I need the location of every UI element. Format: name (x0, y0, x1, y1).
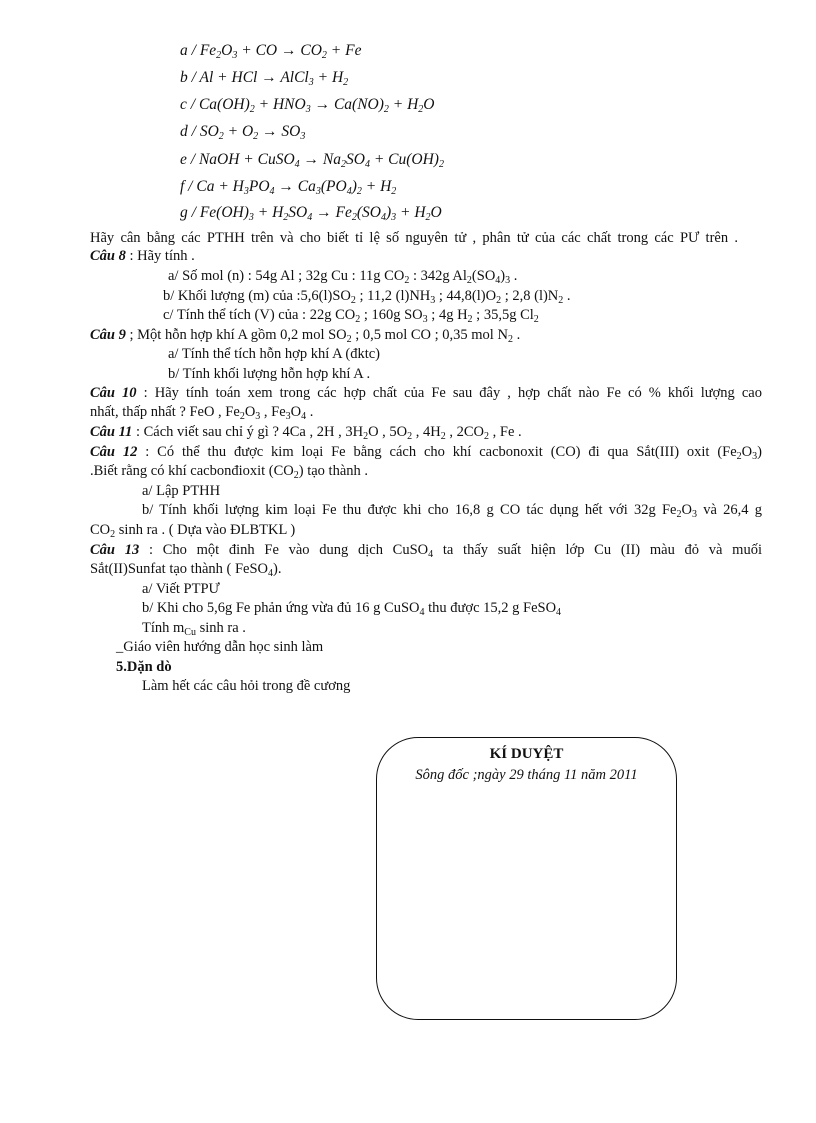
question-12-line2: .Biết rằng có khí cacbonđioxit $(CO_2)$ tạo thành . (90, 463, 369, 481)
question-9-b: b/ Tính khối lượng hỗn hợp khí A . (168, 366, 371, 382)
question-10-line2: nhất, thấp nhất ? FeO , $Fe_2O_3$ , $Fe_3O_4$ . (90, 404, 314, 422)
question-13-title: Câu 13 (90, 542, 140, 558)
question-11-text: : Cách viết sau chỉ ý gì ? 4Ca , 2H , $3H_2O$ , $5O_2$ , $4H_2$ , $2CO_2$ , Fe . (132, 424, 522, 442)
question-13-b: b/ Khi cho 5,6g Fe phản ứng vừa đủ 16 g CuSO$_4$ thu được 15,2 g FeSO$_4$ (142, 600, 562, 618)
equation-a (180, 42, 361, 60)
teacher-note: _Giáo viên hướng dẫn học sinh làm (116, 639, 324, 655)
question-13-text: : Cho một đinh Fe vào dung dịch CuSO$_4$ ta thấy suất hiện lớp Cu (II) màu đỏ và muối (139, 542, 762, 560)
equation-formula: Al + HCl → AlCl$_3$ + $H_2$ (199, 69, 349, 88)
question-11-title: Câu 11 (90, 424, 133, 440)
question-13-a: a/ Viết PTPƯ (142, 581, 220, 597)
question-8-a: a/ Số mol (n) : 54g Al ; 32g Cu : 11g $CO_2$ : 342g $Al_2(SO_4)_3$ . (168, 268, 518, 286)
equation-e (180, 151, 444, 169)
question-12-line1 (90, 444, 762, 461)
equation-label: g / (180, 204, 200, 221)
question-12-title: Câu 12 (90, 444, 138, 460)
question-10-text: : Hãy tính toán xem trong các hợp chất của Fe sau đây , hợp chất nào Fe có % khối lượng cao (136, 385, 762, 401)
question-12-b-line2: $CO_2$ sinh ra . ( Dựa vào ĐLBTKL ) (90, 522, 296, 540)
question-9-title: Câu 9 (90, 327, 126, 343)
equation-label: a / (180, 42, 200, 59)
approval-title: KÍ DUYỆT (489, 746, 564, 762)
approval-place-date: Sông đốc ;ngày 29 tháng 11 năm 2011 (415, 767, 638, 783)
question-13-line2: Sắt(II)Sunfat tạo thành ( FeSO$_4$). (90, 561, 282, 579)
question-13-line1 (90, 542, 762, 559)
question-9-text: ; Một hỗn hợp khí A gồm 0,2 mol $SO_2$ ; 0,5 mol CO ; 0,35 mol $N_2$ . (125, 327, 521, 345)
question-8-text: : Hãy tính . (125, 248, 195, 264)
equation-label: e / (180, 151, 199, 168)
equation-formula: $Ca + H_3PO_4 \to Ca_3(PO_4)_2 + H_2$ (196, 178, 397, 197)
question-8-c: c/ Tính thể tích (V) của : 22g $CO_2$ ; 160g $SO_3$ ; 4g $H_2$ ; 35,5g $Cl_2$ (163, 307, 539, 325)
equation-b (180, 69, 348, 87)
equation-formula: $SO_2 + O_2 \to SO_3$ (199, 123, 306, 142)
question-13-c: Tính $m_{Cu}$ sinh ra . (142, 620, 246, 638)
equation-label: c / (180, 96, 199, 113)
question-9-a: a/ Tính thể tích hỗn hợp khí A (đktc) (168, 346, 380, 362)
question-12-b-line1: b/ Tính khối lượng kim loại Fe thu được khi cho 16,8 g CO tác dụng hết với 32g $Fe_2O_3$ và 26,4 g (142, 502, 762, 520)
equation-formula: $Fe_2O_3$ + CO → $CO_2 + Fe$ (199, 42, 362, 61)
question-8-title: Câu 8 (90, 248, 126, 264)
equation-d (180, 123, 305, 141)
question-10-line1 (90, 385, 762, 402)
approval-box (376, 737, 677, 1020)
question-9-heading (90, 327, 520, 344)
equation-g (180, 204, 442, 222)
equation-c (180, 96, 435, 114)
section-5-title: 5.Dặn dò (116, 659, 172, 675)
question-12-text: : Có thể thu được kim loại Fe bằng cách cho khí cacbonoxit (CO) đi qua Sắt(III) oxit $(Fe_2O_3)$ (137, 444, 762, 462)
question-8-b: b/ Khối lượng (m) của $:5,6(l)SO_2$ ; 11,2 $(l)NH_3$ ; $44,8(l)O_2$ ; 2,8 $(l)N_2$ . (163, 288, 571, 306)
intro-instruction: Hãy cân bằng các PTHH trên và cho biết tỉ lệ số nguyên tử , phân tử của các chất trong các PƯ trên . (90, 230, 738, 246)
question-8-heading (90, 248, 195, 265)
equation-f (180, 178, 396, 196)
equation-formula: NaOH + CuSO$_4$ → $Na_2SO_4 + Cu(OH)_2$ (198, 151, 444, 170)
question-10-title: Câu 10 (90, 385, 137, 401)
equation-formula: $Ca(OH)_2 + HNO_3 \to Ca(NO)_2 + H_2O$ (198, 96, 435, 115)
equation-label: b / (180, 69, 200, 86)
question-11 (90, 424, 522, 441)
equation-formula: $Fe(OH)_3 + H_2SO_4 \to Fe_2(SO_4)_3 + H_2O$ (199, 204, 442, 223)
section-5-text: Làm hết các câu hỏi trong đề cương (142, 678, 351, 694)
question-12-a: a/ Lập PTHH (142, 483, 221, 499)
equation-label: f / (180, 178, 197, 195)
equation-label: d / (180, 123, 200, 140)
